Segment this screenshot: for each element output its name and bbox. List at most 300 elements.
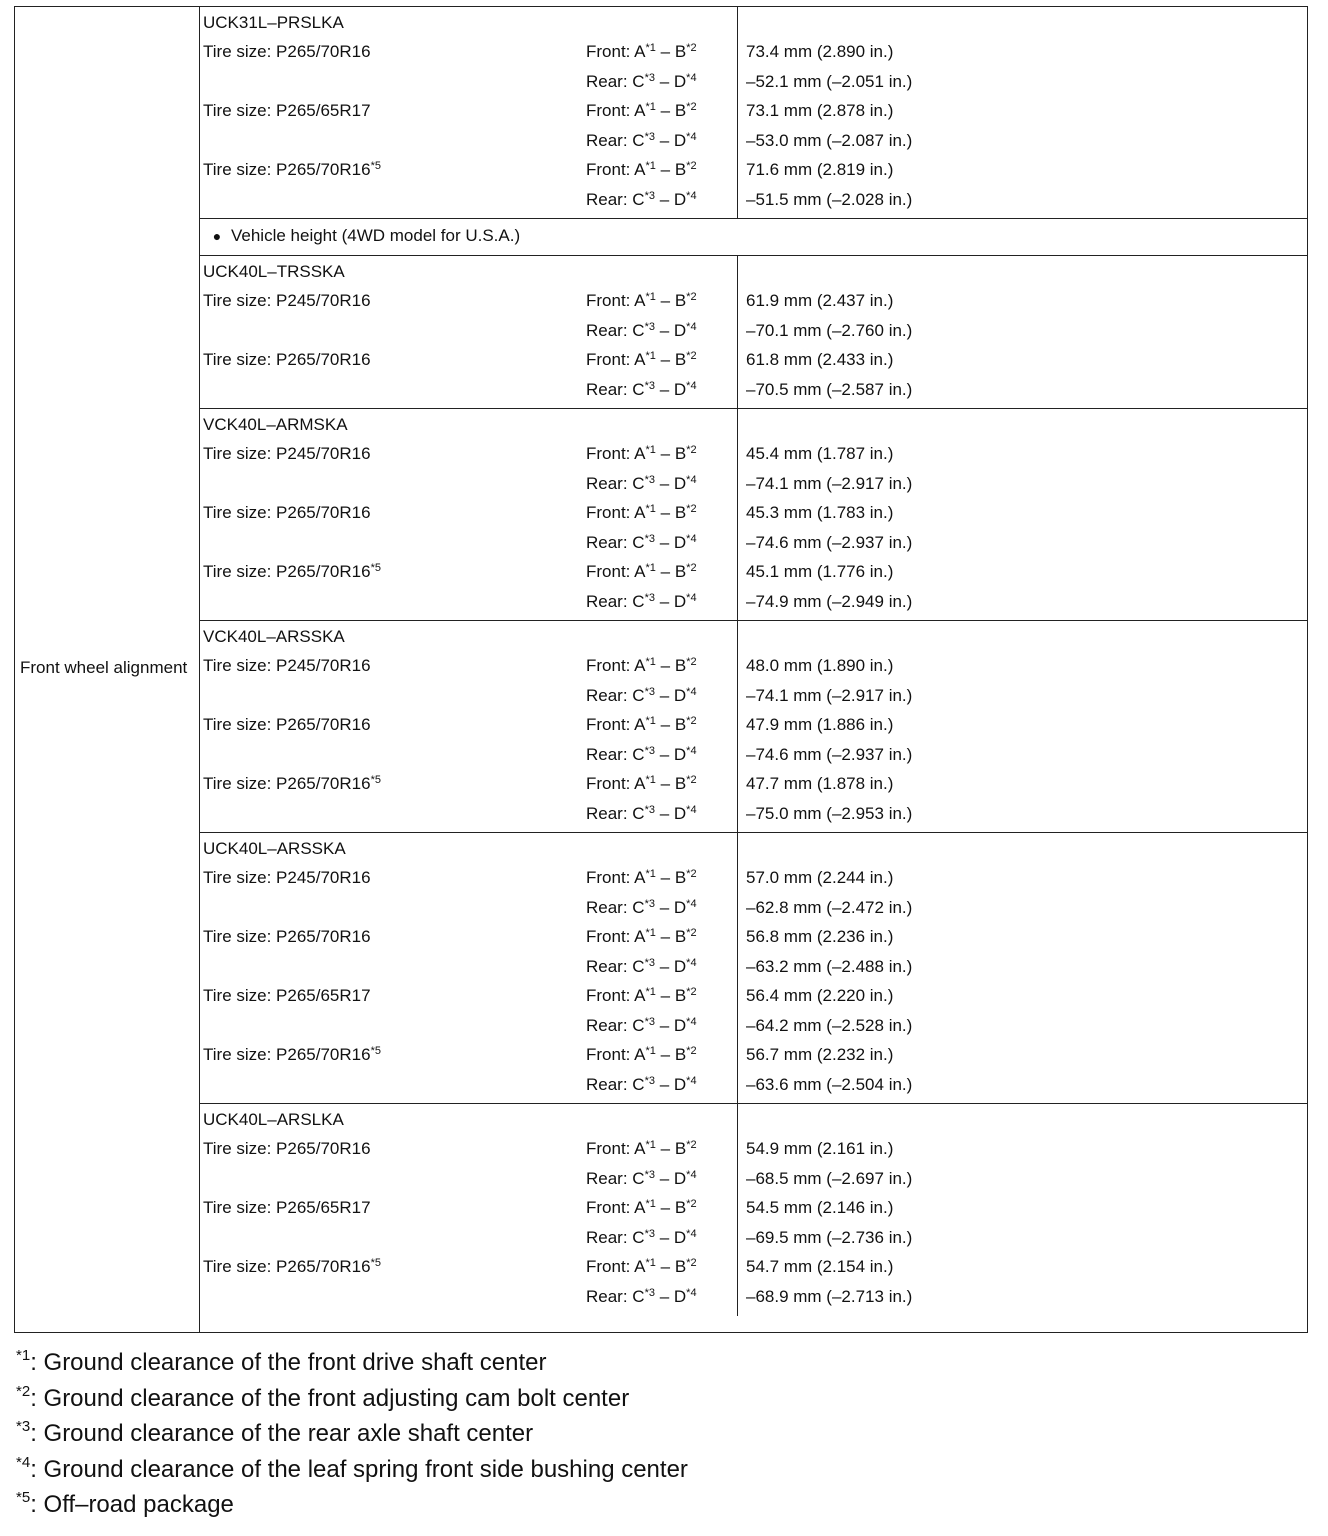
footnote-mark: *2 [686,1198,697,1210]
footnote-mark: *4 [686,130,697,143]
rear-row [200,681,1307,711]
front-value: 54.5 mm (2.146 in.) [746,1198,894,1217]
rear-row [200,893,1307,923]
dash-label: – D [654,1015,687,1035]
front-value: 47.7 mm (1.878 in.) [746,774,894,793]
footnote-mark: *3 [644,1168,655,1181]
footnote-mark: *1 [645,42,656,54]
front-row [200,863,1307,893]
footnote-mark: *2 [16,1382,31,1400]
rear-label: Rear: C [586,71,645,91]
rear-label: Rear: C [586,189,645,209]
footnote-mark: *2 [686,1257,697,1269]
front-label: Front: A [586,1257,646,1276]
rear-label: Rear: C [586,1286,645,1306]
rear-row [200,799,1307,829]
footnote-mark: *4 [686,1286,697,1299]
rear-value: –74.1 mm (–2.917 in.) [746,685,913,705]
dash-label: – B [655,986,687,1005]
footnote-mark: *4 [686,189,697,202]
front-row [200,345,1307,375]
front-value: 73.4 mm (2.890 in.) [746,42,894,61]
tire-size-text: Tire size: P265/70R16 [203,160,371,179]
dash-label: – B [655,160,687,179]
dash-label: – B [655,715,687,734]
front-position-label [586,651,697,681]
dash-label: – D [654,956,687,976]
rear-row [200,1070,1307,1100]
dash-label: – D [654,591,687,611]
dash-label: – B [655,444,687,463]
front-value: 56.8 mm (2.236 in.) [746,927,894,946]
front-position-label [586,37,697,67]
tire-size-text: Tire size: P245/70R16 [203,444,371,463]
footnote-mark: *4 [16,1453,31,1471]
tire-size-text: Tire size: P265/70R16 [203,350,371,369]
footnote-mark: *4 [686,473,697,486]
footnote-mark: *1 [645,160,656,172]
footnote-mark: *2 [686,101,697,113]
footnote-mark: *3 [644,379,655,392]
footnote-mark: *2 [686,986,697,998]
rear-label: Rear: C [586,591,645,611]
front-position-label [586,498,697,528]
rear-value: –74.9 mm (–2.949 in.) [746,591,913,611]
rear-row [200,528,1307,558]
rear-position-label [586,1070,697,1100]
rear-value: –74.1 mm (–2.917 in.) [746,473,913,493]
front-label: Front: A [586,101,646,120]
footnote-mark: *1 [645,1198,656,1210]
footnote-mark: *2 [686,42,697,54]
dash-label: – B [655,1139,687,1158]
front-row [200,439,1307,469]
tire-size-text: Tire size: P245/70R16 [203,868,371,887]
rear-row [200,375,1307,405]
front-value: 61.9 mm (2.437 in.) [746,291,894,310]
tire-size [203,863,371,893]
footnote-mark: *4 [686,71,697,84]
rear-label: Rear: C [586,744,645,764]
front-value: 45.3 mm (1.783 in.) [746,503,894,522]
footnote-mark: *3 [644,71,655,84]
rear-label: Rear: C [586,803,645,823]
footnote-mark: *1 [645,927,656,939]
dash-label: – D [654,803,687,823]
model-code: VCK40L–ARSSKA [203,627,345,646]
front-row [200,1134,1307,1164]
tire-size [203,769,381,799]
footnote-mark: *4 [686,803,697,816]
dash-label: – D [654,130,687,150]
front-row [200,96,1307,126]
dash-label: – D [654,1227,687,1247]
footnote-mark: *3 [644,803,655,816]
front-row [200,651,1307,681]
rear-label: Rear: C [586,532,645,552]
footnote-mark: *4 [686,532,697,545]
front-label: Front: A [586,927,646,946]
footnote [16,1416,688,1452]
footnote-mark: *1 [645,1139,656,1151]
footnote-mark: *3 [644,189,655,202]
footnote-text: : Ground clearance of the rear axle shaft center [30,1420,534,1447]
tire-size [203,1193,371,1223]
rear-label: Rear: C [586,897,645,917]
dash-label: – B [655,291,687,310]
rear-position-label [586,587,697,617]
footnote [16,1452,688,1488]
front-label: Front: A [586,774,646,793]
rear-value: –74.6 mm (–2.937 in.) [746,744,913,764]
footnote [16,1487,688,1523]
rear-row [200,469,1307,499]
dash-label: – D [654,1286,687,1306]
front-position-label [586,439,697,469]
note-text: Vehicle height (4WD model for U.S.A.) [231,226,521,245]
rear-row [200,1011,1307,1041]
tire-size-text: Tire size: P265/70R16 [203,927,371,946]
tire-size [203,96,371,126]
front-label: Front: A [586,715,646,734]
footnote-mark: *1 [645,101,656,113]
rear-value: –53.0 mm (–2.087 in.) [746,130,913,150]
footnote-mark: *1 [645,715,656,727]
vehicle-height-note [203,222,520,250]
footnote-mark: *1 [645,1045,656,1057]
tire-size [203,37,371,67]
dash-label: – D [654,379,687,399]
footnote-mark: *4 [686,1074,697,1087]
dash-label: – D [654,71,687,91]
footnote-mark: *3 [644,744,655,757]
dash-label: – D [654,744,687,764]
tire-size-text: Tire size: P265/70R16 [203,715,371,734]
rear-value: –68.5 mm (–2.697 in.) [746,1168,913,1188]
footnote-mark: *4 [686,897,697,910]
tire-size [203,557,381,587]
tire-size-text: Tire size: P245/70R16 [203,291,371,310]
rear-row [200,185,1307,215]
rear-value: –74.6 mm (–2.937 in.) [746,532,913,552]
footnote-mark: *2 [686,656,697,668]
footnote-mark: *2 [686,927,697,939]
footnote-mark: *3 [644,473,655,486]
tire-size-text: Tire size: P265/70R16 [203,503,371,522]
front-row [200,922,1307,952]
footnote-mark: *4 [686,320,697,333]
tire-size [203,155,381,185]
footnote-mark: *1 [16,1347,31,1364]
model-block [200,409,1307,621]
front-row [200,981,1307,1011]
rear-label: Rear: C [586,473,645,493]
front-value: 54.7 mm (2.154 in.) [746,1257,894,1276]
footnote-mark: *4 [686,591,697,604]
rear-position-label [586,681,697,711]
rear-row [200,1223,1307,1253]
footnote-mark: *3 [644,956,655,969]
rear-value: –69.5 mm (–2.736 in.) [746,1227,913,1247]
rear-label: Rear: C [586,1074,645,1094]
model-block [200,256,1307,409]
footnote-mark: *4 [686,1227,697,1240]
footnote-mark: *3 [644,591,655,604]
tire-size-text: Tire size: P265/65R17 [203,986,371,1005]
tire-size-text: Tire size: P265/65R17 [203,101,371,120]
front-label: Front: A [586,444,646,463]
footnote-mark: *1 [645,868,656,880]
footnote-mark: *2 [686,291,697,303]
note-row [200,219,1307,256]
rear-position-label [586,1282,697,1312]
footnote-mark: *3 [644,1074,655,1087]
footnote-mark: *2 [686,160,697,172]
front-value: 71.6 mm (2.819 in.) [746,160,894,179]
rear-row [200,1164,1307,1194]
rear-value: –64.2 mm (–2.528 in.) [746,1015,913,1035]
footnote [16,1381,688,1417]
row-label: Front wheel alignment [20,658,188,677]
dash-label: – D [654,189,687,209]
front-position-label [586,710,697,740]
footnote-text: : Off–road package [30,1491,234,1518]
footnote-mark: *4 [686,379,697,392]
model-code: UCK40L–ARSSKA [203,839,346,858]
model-code: UCK40L–ARSLKA [203,1110,344,1129]
rear-position-label [586,67,697,97]
dash-label: – B [655,42,687,61]
footnote-mark: *5 [16,1489,31,1506]
dash-label: – B [655,656,687,675]
footnote-mark: *5 [370,160,381,172]
dash-label: – B [655,350,687,369]
footnote-text: : Ground clearance of the leaf spring front side bushing center [30,1455,688,1483]
front-value: 57.0 mm (2.244 in.) [746,868,894,887]
tire-size [203,922,371,952]
rear-row [200,126,1307,156]
rear-row [200,1282,1307,1312]
footnote-mark: *3 [644,1227,655,1240]
footnote-text: : Ground clearance of the front adjusting cam bolt center [30,1384,630,1412]
rear-position-label [586,952,697,982]
front-label: Front: A [586,986,646,1005]
footnote-mark: *2 [686,444,697,456]
footnote-mark: *2 [686,562,697,574]
tire-size [203,439,371,469]
rear-row [200,587,1307,617]
front-label: Front: A [586,503,646,522]
front-position-label [586,922,697,952]
rear-position-label [586,185,697,215]
front-row [200,498,1307,528]
tire-size-text: Tire size: P265/70R16 [203,562,371,581]
footnote-mark: *1 [645,774,656,786]
rear-position-label [586,375,697,405]
front-row [200,1040,1307,1070]
tire-size-text: Tire size: P265/70R16 [203,1139,371,1158]
rear-position-label [586,740,697,770]
rear-row [200,740,1307,770]
front-value: 54.9 mm (2.161 in.) [746,1139,894,1158]
front-row [200,37,1307,67]
front-position-label [586,155,697,185]
front-row [200,155,1307,185]
footnote-mark: *1 [645,562,656,574]
footnote-mark: *1 [645,1257,656,1269]
model-block [200,1104,1307,1316]
tire-size [203,286,371,316]
dash-label: – B [655,1198,687,1217]
tire-size [203,498,371,528]
rear-label: Rear: C [586,379,645,399]
front-position-label [586,981,697,1011]
front-value: 45.1 mm (1.776 in.) [746,562,894,581]
front-label: Front: A [586,291,646,310]
footnote-mark: *4 [686,956,697,969]
front-position-label [586,557,697,587]
rear-row [200,316,1307,346]
model-code: UCK40L–TRSSKA [203,262,345,281]
tire-size [203,710,371,740]
rear-row [200,952,1307,982]
rear-value: –70.5 mm (–2.587 in.) [746,379,913,399]
front-value: 56.4 mm (2.220 in.) [746,986,894,1005]
footnote-text: : Ground clearance of the front drive shaft center [30,1349,547,1376]
rear-position-label [586,1223,697,1253]
front-value: 48.0 mm (1.890 in.) [746,656,894,675]
tire-size [203,1040,381,1070]
rear-position-label [586,126,697,156]
model-block [200,833,1307,1104]
footnote-mark: *3 [16,1418,31,1435]
rear-value: –63.6 mm (–2.504 in.) [746,1074,913,1094]
front-value: 56.7 mm (2.232 in.) [746,1045,894,1064]
rear-value: –70.1 mm (–2.760 in.) [746,320,913,340]
rear-position-label [586,799,697,829]
rear-label: Rear: C [586,956,645,976]
rear-position-label [586,316,697,346]
front-label: Front: A [586,1198,646,1217]
rear-label: Rear: C [586,320,645,340]
dash-label: – D [654,473,687,493]
dash-label: – B [655,868,687,887]
footnote-mark: *1 [645,656,656,668]
footnote-mark: *2 [686,350,697,362]
dash-label: – B [655,774,687,793]
front-label: Front: A [586,1045,646,1064]
rear-position-label [586,1011,697,1041]
dash-label: – B [655,101,687,120]
rear-value: –68.9 mm (–2.713 in.) [746,1286,913,1306]
front-value: 47.9 mm (1.886 in.) [746,715,894,734]
tire-size-text: Tire size: P265/65R17 [203,1198,371,1217]
front-label: Front: A [586,656,646,675]
rear-value: –62.8 mm (–2.472 in.) [746,897,913,917]
front-row [200,710,1307,740]
footnote-mark: *1 [645,503,656,515]
rear-label: Rear: C [586,1227,645,1247]
dash-label: – D [654,532,687,552]
front-row [200,286,1307,316]
footnote-mark: *2 [686,503,697,515]
front-position-label [586,345,697,375]
front-value: 61.8 mm (2.433 in.) [746,350,894,369]
front-position-label [586,1040,697,1070]
footnote-mark: *2 [686,868,697,880]
tire-size-text: Tire size: P265/70R16 [203,1257,371,1276]
footnote-mark: *3 [644,897,655,910]
footnote-mark: *4 [686,1168,697,1181]
front-label: Front: A [586,350,646,369]
dash-label: – B [655,927,687,946]
front-label: Front: A [586,160,646,179]
rear-position-label [586,528,697,558]
footnote-mark: *5 [370,774,381,786]
front-value: 45.4 mm (1.787 in.) [746,444,894,463]
rear-row [200,67,1307,97]
model-code: UCK31L–PRSLKA [203,13,344,32]
rear-value: –52.1 mm (–2.051 in.) [746,71,913,91]
dash-label: – B [655,1257,687,1276]
dash-label: – D [654,1168,687,1188]
footnote-mark: *5 [370,562,381,574]
alignment-spec-table [14,6,1308,1333]
rear-position-label [586,469,697,499]
model-block [200,621,1307,833]
front-label: Front: A [586,42,646,61]
front-position-label [586,1252,697,1282]
footnote-mark: *5 [370,1257,381,1269]
front-label: Front: A [586,1139,646,1158]
rear-label: Rear: C [586,685,645,705]
tire-size [203,981,371,1011]
footnote-mark: *1 [645,444,656,456]
tire-size [203,1252,381,1282]
dash-label: – D [654,897,687,917]
front-position-label [586,769,697,799]
footnote-mark: *5 [370,1045,381,1057]
front-row [200,1252,1307,1282]
footnote-mark: *3 [644,685,655,698]
footnote-mark: *1 [645,350,656,362]
footnote-mark: *3 [644,1015,655,1028]
footnote [16,1345,688,1381]
rear-label: Rear: C [586,1015,645,1035]
front-position-label [586,96,697,126]
tire-size-text: Tire size: P265/70R16 [203,774,371,793]
bullet-icon: ● [212,228,222,244]
tire-size-text: Tire size: P265/70R16 [203,1045,371,1064]
tire-size-text: Tire size: P245/70R16 [203,656,371,675]
rear-position-label [586,1164,697,1194]
tire-size [203,1134,371,1164]
footnote-mark: *3 [644,320,655,333]
front-label: Front: A [586,868,646,887]
front-value: 73.1 mm (2.878 in.) [746,101,894,120]
footnote-mark: *2 [686,1045,697,1057]
footnote-mark: *3 [644,1286,655,1299]
dash-label: – D [654,685,687,705]
footnote-mark: *1 [645,291,656,303]
footnote-mark: *1 [645,986,656,998]
dash-label: – D [654,320,687,340]
footnote-mark: *3 [644,532,655,545]
tire-size [203,651,371,681]
rear-value: –51.5 mm (–2.028 in.) [746,189,913,209]
front-row [200,557,1307,587]
rear-value: –75.0 mm (–2.953 in.) [746,803,913,823]
